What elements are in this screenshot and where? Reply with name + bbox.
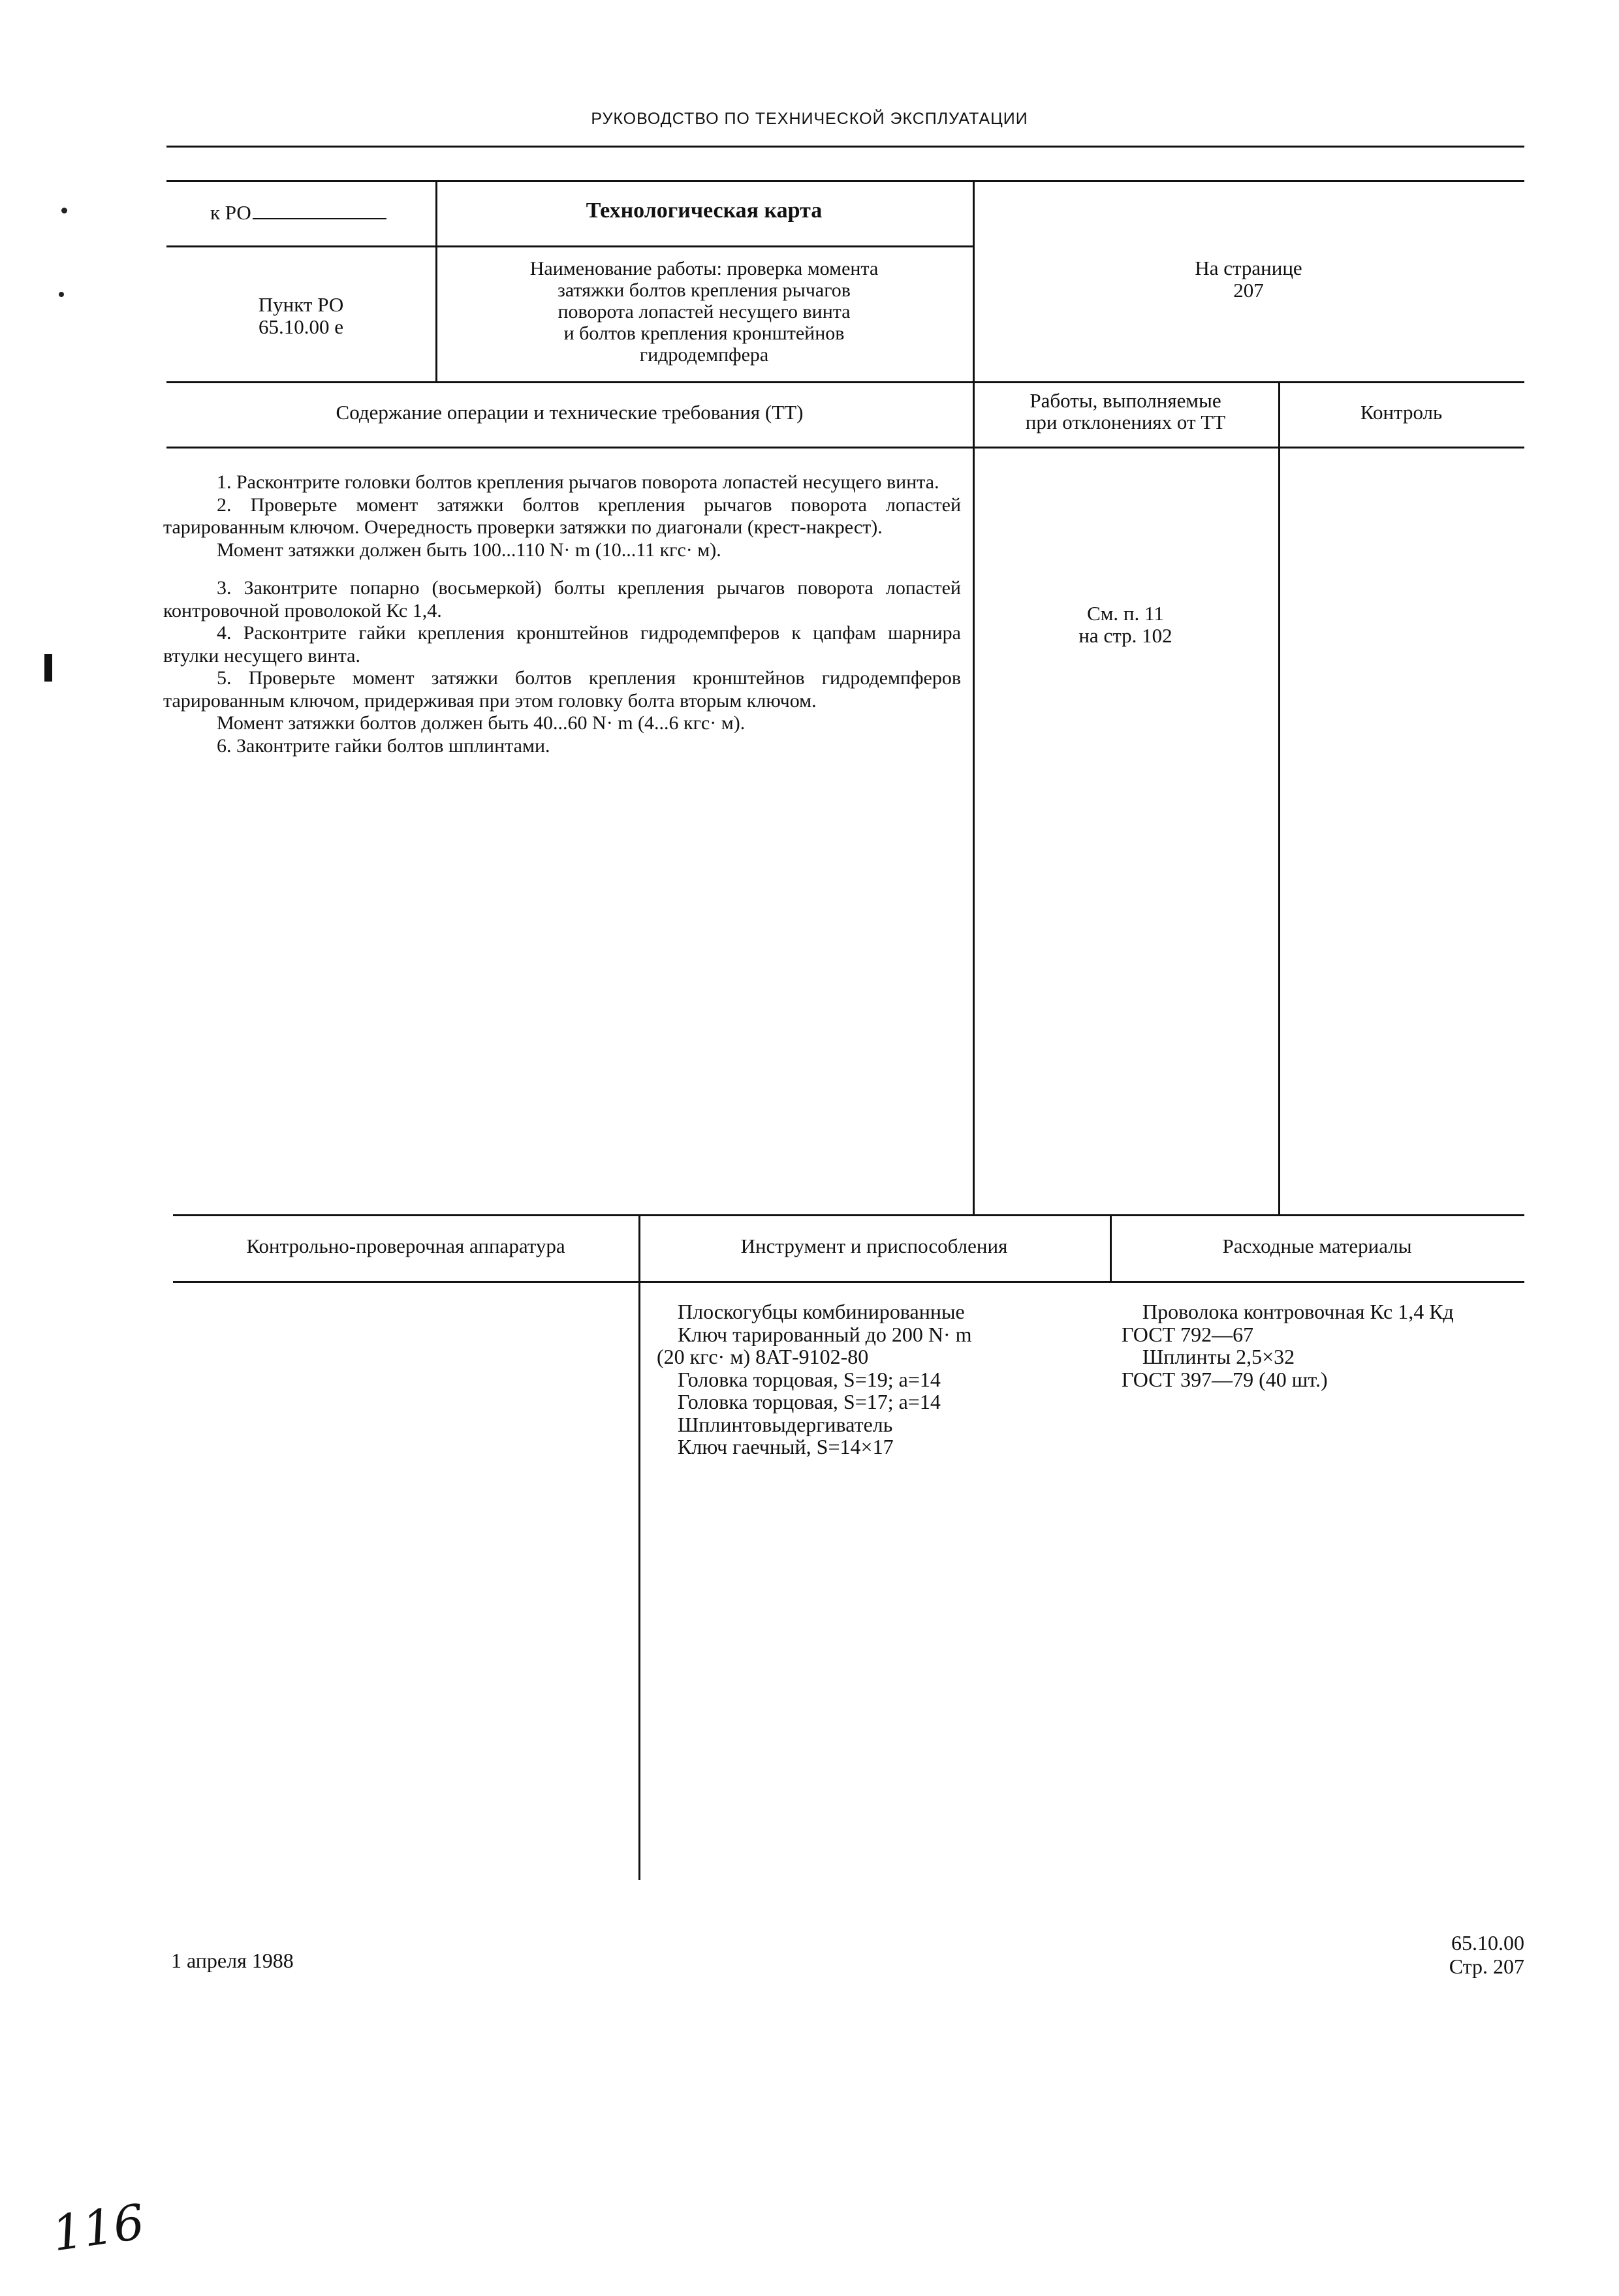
material-item: Шплинты 2,5×32 — [1142, 1345, 1295, 1368]
header-deviation-line: Работы, выполняемые — [1030, 389, 1221, 412]
card-bottom-border — [166, 381, 1524, 383]
tool-item: (20 кгс· м) 8АТ-9102-80 — [657, 1345, 869, 1368]
header-control: Контроль — [1360, 401, 1443, 424]
column-divider-1 — [973, 180, 975, 1215]
item-label: Пункт РО — [258, 293, 344, 316]
step-text: 6. Законтрите гайки болтов шплинтами. — [217, 734, 550, 757]
footer-reference — [1449, 1931, 1524, 1978]
item-cell — [166, 294, 435, 338]
header-deviation — [973, 390, 1278, 433]
page-reference — [973, 257, 1524, 302]
column-header-bottom — [166, 447, 1524, 448]
ref-blank-line — [253, 201, 386, 219]
step-text: Момент затяжки должен быть 100...110 N· m (10...11 кгс· м). — [217, 539, 721, 561]
step-text: 2. Проверьте момент затяжки болтов крепления рычагов поворота лопастей тарированным ключом. Очередность проверки затяжки по диагонали (крест-накрест). — [163, 494, 961, 538]
step-text: 1. Расконтрите головки болтов крепления рычагов поворота лопастей несущего винта. — [217, 471, 939, 493]
tool-item: Ключ гаечный, S=14×17 — [678, 1435, 894, 1458]
header-tools: Инструмент и приспособления — [740, 1234, 1008, 1257]
header-equipment: Контрольно-проверочная аппаратура — [246, 1234, 565, 1257]
work-name — [435, 258, 973, 366]
work-name-line: Наименование работы: проверка момента — [529, 258, 879, 279]
ref-label: к РО — [210, 201, 386, 224]
tool-item: Головка торцовая, S=19; a=14 — [678, 1367, 941, 1391]
deviation-line: на стр. 102 — [1078, 624, 1172, 647]
tool-item: Шплинтовыдергиватель — [678, 1412, 893, 1436]
header-deviation-line: при отклонениях от ТТ — [1025, 411, 1226, 433]
tool-item: Плоскогубцы комбинированные — [678, 1300, 965, 1323]
step-text: 4. Расконтрите гайки крепления кронштейнов гидродемпферов к цапфам шарнира втулки несущего винта. — [163, 622, 961, 667]
column-divider-2 — [1278, 381, 1280, 1215]
handwritten-note: 116 — [48, 2194, 148, 2263]
scan-speck — [59, 292, 64, 297]
work-name-line: гидродемпфера — [639, 344, 769, 366]
material-item: ГОСТ 397—79 (40 шт.) — [1122, 1367, 1328, 1391]
page-number: 207 — [1233, 279, 1264, 302]
material-item: Проволока контровочная Кс 1,4 Кд — [1142, 1300, 1454, 1323]
footer-date: 1 апреля 1988 — [171, 1949, 294, 1972]
work-name-line: затяжки болтов крепления рычагов — [558, 279, 851, 301]
materials-list — [1122, 1300, 1454, 1391]
table-top-border — [166, 180, 1524, 182]
work-name-line: поворота лопастей несущего винта — [558, 301, 851, 322]
card-header-divider — [166, 245, 974, 247]
running-header: РУКОВОДСТВО ПО ТЕХНИЧЕСКОЙ ЭКСПЛУАТАЦИИ — [591, 110, 1028, 128]
deviation-reference — [973, 603, 1278, 647]
step-text: 3. Законтрите попарно (восьмеркой) болты крепления рычагов поворота лопастей контровочной проволокой Кс 1,4. — [163, 577, 961, 621]
tool-item: Головка торцовая, S=17; a=14 — [678, 1390, 941, 1413]
scan-mark — [44, 654, 52, 682]
operation-steps — [163, 471, 961, 757]
step-text: Момент затяжки болтов должен быть 40...60 N· m (4...6 кгс· м). — [217, 712, 746, 734]
item-number: 65.10.00 е — [258, 315, 343, 338]
tools-list — [657, 1300, 972, 1458]
work-name-line: и болтов крепления кронштейнов — [563, 322, 845, 344]
header-content: Содержание операции и технические требования (ТТ) — [336, 401, 804, 424]
step-text: 5. Проверьте момент затяжки болтов крепления кронштейнов гидродемпферов тарированным ключом, придерживая при этом головку болта вторым ключом. — [163, 667, 961, 712]
footer-page: Стр. 207 — [1449, 1955, 1524, 1978]
header-rule — [166, 146, 1524, 148]
footer-section: 65.10.00 — [1451, 1931, 1524, 1955]
tool-item: Ключ тарированный до 200 N· m — [678, 1322, 972, 1346]
deviation-line: См. п. 11 — [1087, 602, 1164, 625]
header-materials: Расходные материалы — [1222, 1234, 1412, 1257]
material-item: ГОСТ 792—67 — [1122, 1322, 1254, 1346]
resources-divider-1 — [638, 1214, 640, 1880]
resources-header-bottom — [173, 1281, 1524, 1283]
card-title: Технологическая карта — [586, 198, 823, 223]
page-label: На странице — [1195, 257, 1302, 279]
resources-top-border — [173, 1214, 1524, 1216]
scan-speck — [61, 208, 67, 213]
